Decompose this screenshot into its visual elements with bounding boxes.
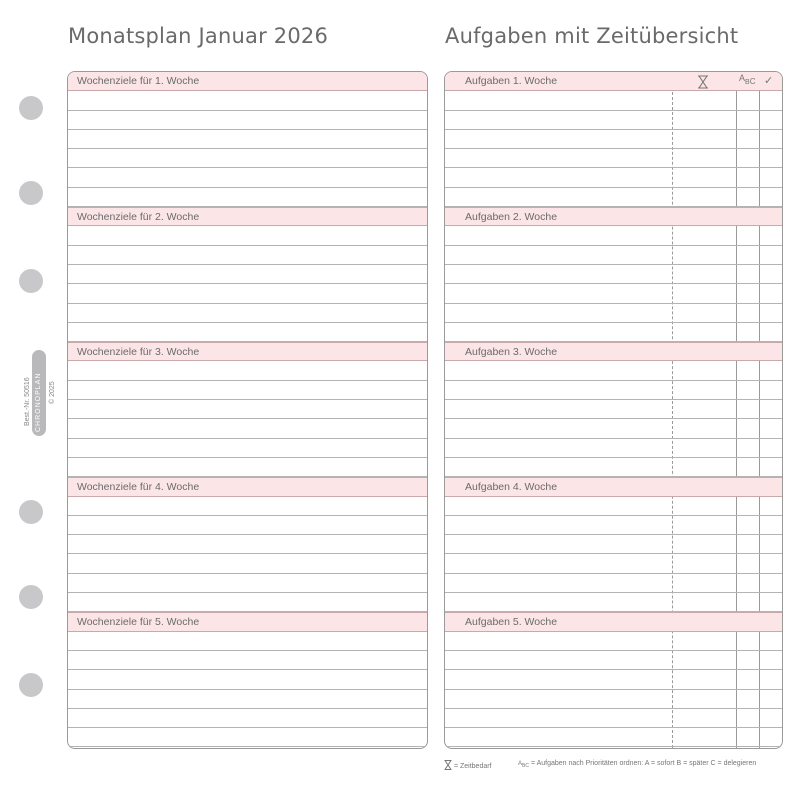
week-header <box>68 342 427 361</box>
page-title-right: Aufgaben mit Zeitübersicht <box>445 24 739 48</box>
week-header-label: Wochenziele für 5. Woche <box>77 616 200 629</box>
writing-line[interactable] <box>445 169 782 188</box>
checkmark-icon: ✓ <box>764 75 774 87</box>
week-header-label: Aufgaben 1. Woche <box>465 75 558 87</box>
hourglass-icon <box>697 75 709 92</box>
week-header <box>445 612 782 631</box>
writing-line[interactable] <box>445 439 782 458</box>
writing-line[interactable] <box>445 381 782 400</box>
footer-time-legend <box>444 760 492 772</box>
writing-line[interactable] <box>68 188 427 207</box>
week-header-label: Aufgaben 2. Woche <box>465 211 558 224</box>
week-header-label: Aufgaben 5. Woche <box>465 616 558 629</box>
writing-line[interactable] <box>68 593 427 612</box>
week-header-label: Aufgaben 3. Woche <box>465 346 558 359</box>
writing-line[interactable] <box>68 304 427 323</box>
writing-line[interactable] <box>68 458 427 477</box>
page-title-left: Monatsplan Januar 2026 <box>68 24 329 48</box>
order-number: Best.-Nr. 50516 <box>24 377 31 426</box>
writing-line[interactable] <box>445 304 782 323</box>
writing-line[interactable] <box>445 419 782 438</box>
week-header <box>68 612 427 631</box>
writing-line[interactable] <box>68 419 427 438</box>
copyright: © 2025 <box>49 381 56 404</box>
hourglass-icon <box>444 760 452 772</box>
writing-line[interactable] <box>445 226 782 245</box>
brand-tab <box>32 350 46 436</box>
writing-line[interactable] <box>68 728 427 747</box>
writing-line[interactable] <box>445 574 782 593</box>
writing-line[interactable] <box>68 130 427 149</box>
writing-line[interactable] <box>68 400 427 419</box>
writing-line[interactable] <box>68 149 427 168</box>
footer-priority-legend <box>518 760 756 769</box>
writing-line[interactable] <box>68 709 427 728</box>
binder-hole <box>19 269 43 293</box>
writing-line[interactable] <box>445 246 782 265</box>
writing-line[interactable] <box>445 516 782 535</box>
writing-line[interactable] <box>68 651 427 670</box>
binder-hole <box>19 673 43 697</box>
week-header-label: Wochenziele für 3. Woche <box>77 346 200 359</box>
priority-legend-prefix: $A_{BC}$ <box>518 761 529 770</box>
writing-line[interactable] <box>68 323 427 342</box>
priority-column-label: $A_{BC}$ <box>739 73 756 86</box>
writing-line[interactable] <box>445 670 782 689</box>
week-header <box>68 207 427 226</box>
binder-hole <box>19 585 43 609</box>
writing-line[interactable] <box>445 709 782 728</box>
time-legend-text: = Zeitbedarf <box>453 762 492 770</box>
writing-line[interactable] <box>68 670 427 689</box>
writing-line[interactable] <box>68 91 427 110</box>
writing-line[interactable] <box>68 362 427 381</box>
binder-hole <box>19 500 43 524</box>
brand-label: CHRONOPLAN <box>35 372 42 432</box>
writing-line[interactable] <box>445 91 782 110</box>
binder-hole <box>19 96 43 120</box>
week-header <box>445 342 782 361</box>
writing-line[interactable] <box>68 690 427 709</box>
writing-line[interactable] <box>445 400 782 419</box>
writing-line[interactable] <box>445 265 782 284</box>
week-header <box>445 477 782 496</box>
week-header-label: Aufgaben 4. Woche <box>465 481 558 494</box>
writing-line[interactable] <box>68 246 427 265</box>
writing-line[interactable] <box>445 362 782 381</box>
writing-line[interactable] <box>68 439 427 458</box>
priority-legend-text: = Aufgaben nach Prioritäten ordnen: A = sofort B = später C = delegieren <box>530 760 757 767</box>
writing-line[interactable] <box>68 555 427 574</box>
binder-hole <box>19 181 43 205</box>
week-header <box>445 72 782 91</box>
writing-line[interactable] <box>445 535 782 554</box>
writing-line[interactable] <box>445 111 782 130</box>
writing-line[interactable] <box>68 535 427 554</box>
writing-line[interactable] <box>68 265 427 284</box>
writing-line[interactable] <box>68 574 427 593</box>
writing-line[interactable] <box>68 632 427 651</box>
writing-line[interactable] <box>68 226 427 245</box>
writing-line[interactable] <box>68 111 427 130</box>
writing-line[interactable] <box>68 284 427 303</box>
writing-line[interactable] <box>445 188 782 207</box>
writing-line[interactable] <box>445 555 782 574</box>
writing-line[interactable] <box>68 169 427 188</box>
writing-line[interactable] <box>68 381 427 400</box>
week-header-label: Wochenziele für 1. Woche <box>77 75 200 87</box>
writing-line[interactable] <box>445 284 782 303</box>
writing-line[interactable] <box>445 323 782 342</box>
writing-line[interactable] <box>68 516 427 535</box>
writing-line[interactable] <box>68 497 427 516</box>
writing-line[interactable] <box>445 632 782 651</box>
week-header-label: Wochenziele für 2. Woche <box>77 211 200 224</box>
writing-line[interactable] <box>445 690 782 709</box>
writing-line[interactable] <box>445 458 782 477</box>
writing-line[interactable] <box>445 651 782 670</box>
week-header-label: Wochenziele für 4. Woche <box>77 481 200 494</box>
writing-line[interactable] <box>445 593 782 612</box>
writing-line[interactable] <box>445 497 782 516</box>
tasks-panel <box>444 71 783 749</box>
week-header <box>445 207 782 226</box>
week-header <box>68 72 427 91</box>
writing-line[interactable] <box>445 130 782 149</box>
week-header <box>68 477 427 496</box>
writing-line[interactable] <box>445 728 782 747</box>
writing-line[interactable] <box>445 149 782 168</box>
monthly-goals-panel <box>67 71 428 749</box>
